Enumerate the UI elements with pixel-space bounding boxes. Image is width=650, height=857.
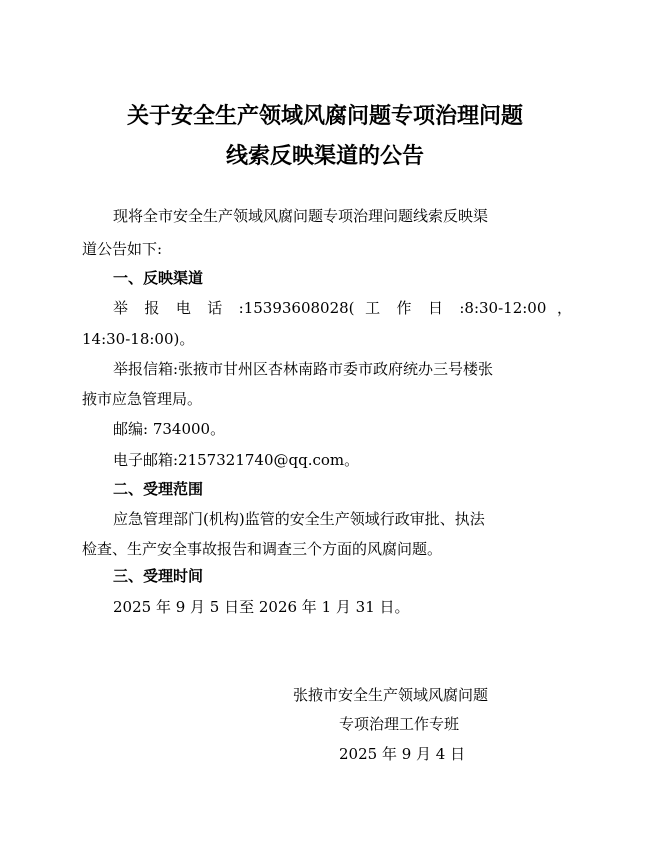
intro-line-1: 现将全市安全生产领域风腐问题专项治理问题线索反映渠 xyxy=(113,207,489,225)
postcode: 邮编: 734000。 xyxy=(113,420,226,438)
document-title-line-1: 关于安全生产领域风腐问题专项治理问题 xyxy=(126,103,523,129)
section-1-heading: 一、反映渠道 xyxy=(113,269,204,287)
section-3-heading: 三、受理时间 xyxy=(113,567,204,585)
signature-organization-line-1: 张掖市安全生产领域风腐问题 xyxy=(293,686,489,704)
intro-line-2: 道公告如下: xyxy=(82,240,163,258)
mailbox-line-1: 举报信箱:张掖市甘州区杏林南路市委市政府统办三号楼张 xyxy=(113,360,494,378)
email-address: 电子邮箱:2157321740@qq.com。 xyxy=(113,451,360,469)
scope-line-1: 应急管理部门(机构)监管的安全生产领域行政审批、执法 xyxy=(113,510,485,528)
signature-date: 2025 年 9 月 4 日 xyxy=(339,745,466,763)
acceptance-time: 2025 年 9 月 5 日至 2026 年 1 月 31 日。 xyxy=(113,598,410,616)
document-title-line-2: 线索反映渠道的公告 xyxy=(225,143,424,169)
phone-line-2: 14:30-18:00)。 xyxy=(82,330,195,348)
mailbox-line-2: 掖市应急管理局。 xyxy=(82,390,203,408)
signature-organization-line-2: 专项治理工作专班 xyxy=(339,715,460,733)
scope-line-2: 检查、生产安全事故报告和调查三个方面的风腐问题。 xyxy=(82,540,443,558)
section-2-heading: 二、受理范围 xyxy=(113,480,204,498)
phone-line-1: 举 报 电 话 :15393608028( 工 作 日 :8:30-12:00 ， xyxy=(113,299,572,317)
